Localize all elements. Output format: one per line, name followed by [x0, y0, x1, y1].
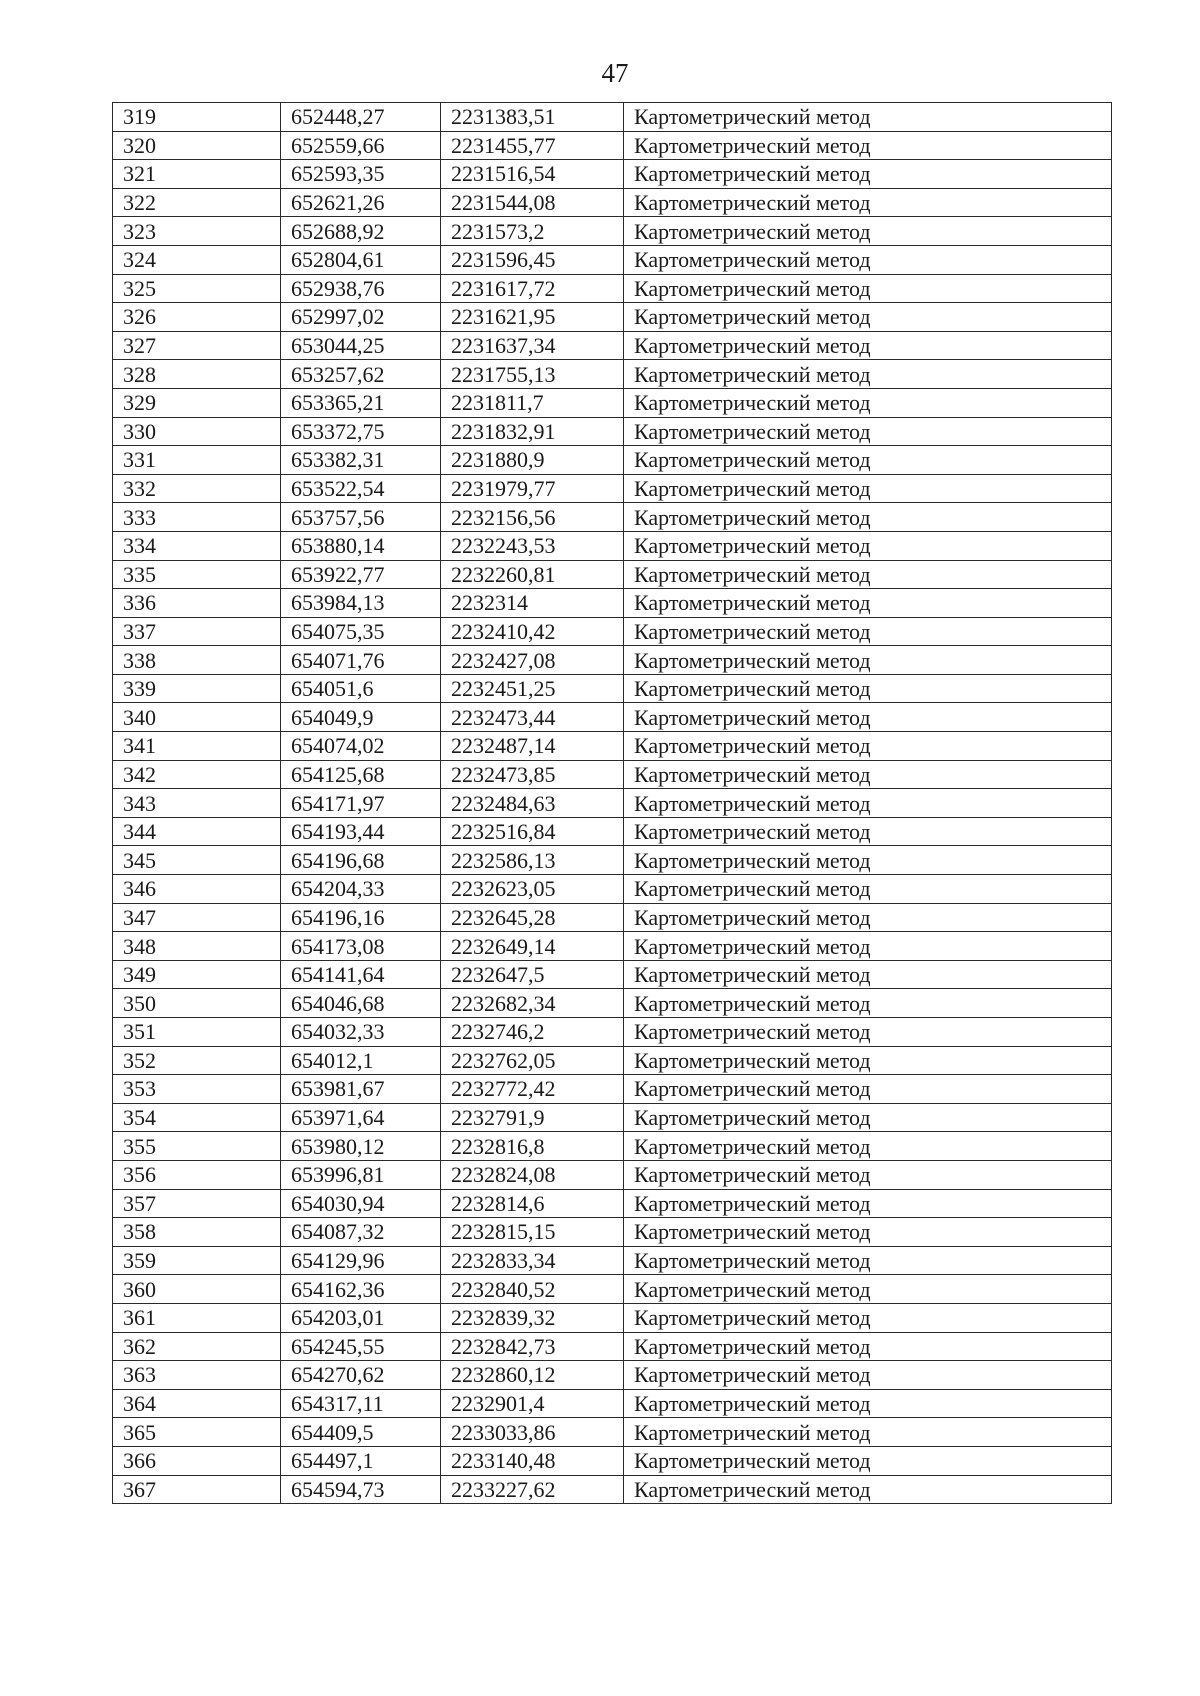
method-cell: Картометрический метод — [624, 446, 1112, 475]
x-coordinate-cell: 654193,44 — [281, 817, 441, 846]
method-cell: Картометрический метод — [624, 131, 1112, 160]
table-row — [113, 160, 1112, 189]
y-coordinate-cell: 2231755,13 — [441, 360, 624, 389]
table-row — [113, 960, 1112, 989]
method-cell: Картометрический метод — [624, 674, 1112, 703]
x-coordinate-cell: 652593,35 — [281, 160, 441, 189]
x-coordinate-cell: 654032,33 — [281, 1018, 441, 1047]
point-number-cell: 341 — [113, 732, 281, 761]
point-number-cell: 336 — [113, 589, 281, 618]
method-cell: Картометрический метод — [624, 589, 1112, 618]
point-number-cell: 354 — [113, 1103, 281, 1132]
method-cell: Картометрический метод — [624, 1275, 1112, 1304]
point-number-cell: 366 — [113, 1446, 281, 1475]
table-row — [113, 1475, 1112, 1504]
point-number-cell: 332 — [113, 474, 281, 503]
y-coordinate-cell: 2232473,85 — [441, 760, 624, 789]
method-cell: Картометрический метод — [624, 1332, 1112, 1361]
point-number-cell: 323 — [113, 217, 281, 246]
table-row — [113, 303, 1112, 332]
table-row — [113, 903, 1112, 932]
y-coordinate-cell: 2231596,45 — [441, 245, 624, 274]
y-coordinate-cell: 2232791,9 — [441, 1103, 624, 1132]
method-cell: Картометрический метод — [624, 703, 1112, 732]
point-number-cell: 348 — [113, 932, 281, 961]
method-cell: Картометрический метод — [624, 932, 1112, 961]
y-coordinate-cell: 2232840,52 — [441, 1275, 624, 1304]
table-row — [113, 589, 1112, 618]
y-coordinate-cell: 2232824,08 — [441, 1160, 624, 1189]
x-coordinate-cell: 654270,62 — [281, 1361, 441, 1390]
point-number-cell: 367 — [113, 1475, 281, 1504]
x-coordinate-cell: 654594,73 — [281, 1475, 441, 1504]
method-cell: Картометрический метод — [624, 303, 1112, 332]
point-number-cell: 340 — [113, 703, 281, 732]
table-row — [113, 789, 1112, 818]
x-coordinate-cell: 654162,36 — [281, 1275, 441, 1304]
x-coordinate-cell: 654129,96 — [281, 1246, 441, 1275]
point-number-cell: 346 — [113, 875, 281, 904]
method-cell: Картометрический метод — [624, 531, 1112, 560]
x-coordinate-cell: 653984,13 — [281, 589, 441, 618]
x-coordinate-cell: 654125,68 — [281, 760, 441, 789]
method-cell: Картометрический метод — [624, 646, 1112, 675]
table-row — [113, 1275, 1112, 1304]
table-row — [113, 217, 1112, 246]
y-coordinate-cell: 2232260,81 — [441, 560, 624, 589]
table-row — [113, 1389, 1112, 1418]
y-coordinate-cell: 2233140,48 — [441, 1446, 624, 1475]
method-cell: Картометрический метод — [624, 989, 1112, 1018]
table-row — [113, 674, 1112, 703]
point-number-cell: 330 — [113, 417, 281, 446]
y-coordinate-cell: 2232839,32 — [441, 1303, 624, 1332]
point-number-cell: 334 — [113, 531, 281, 560]
y-coordinate-cell: 2232647,5 — [441, 960, 624, 989]
point-number-cell: 325 — [113, 274, 281, 303]
point-number-cell: 355 — [113, 1132, 281, 1161]
point-number-cell: 351 — [113, 1018, 281, 1047]
y-coordinate-cell: 2231383,51 — [441, 103, 624, 132]
method-cell: Картометрический метод — [624, 503, 1112, 532]
table-row — [113, 1103, 1112, 1132]
y-coordinate-cell: 2232586,13 — [441, 846, 624, 875]
table-row — [113, 503, 1112, 532]
table-row — [113, 1446, 1112, 1475]
point-number-cell: 324 — [113, 245, 281, 274]
x-coordinate-cell: 653971,64 — [281, 1103, 441, 1132]
y-coordinate-cell: 2231516,54 — [441, 160, 624, 189]
x-coordinate-cell: 654173,08 — [281, 932, 441, 961]
x-coordinate-cell: 654030,94 — [281, 1189, 441, 1218]
method-cell: Картометрический метод — [624, 1018, 1112, 1047]
table-row — [113, 1160, 1112, 1189]
x-coordinate-cell: 654051,6 — [281, 674, 441, 703]
table-row — [113, 1132, 1112, 1161]
table-row — [113, 1332, 1112, 1361]
x-coordinate-cell: 652997,02 — [281, 303, 441, 332]
point-number-cell: 333 — [113, 503, 281, 532]
method-cell: Картометрический метод — [624, 1303, 1112, 1332]
table-row — [113, 989, 1112, 1018]
x-coordinate-cell: 654071,76 — [281, 646, 441, 675]
x-coordinate-cell: 653880,14 — [281, 531, 441, 560]
x-coordinate-cell: 654012,1 — [281, 1046, 441, 1075]
y-coordinate-cell: 2231617,72 — [441, 274, 624, 303]
method-cell: Картометрический метод — [624, 1446, 1112, 1475]
point-number-cell: 329 — [113, 388, 281, 417]
page-number: 47 — [601, 58, 629, 88]
method-cell: Картометрический метод — [624, 360, 1112, 389]
y-coordinate-cell: 2232746,2 — [441, 1018, 624, 1047]
method-cell: Картометрический метод — [624, 388, 1112, 417]
x-coordinate-cell: 654049,9 — [281, 703, 441, 732]
x-coordinate-cell: 652559,66 — [281, 131, 441, 160]
x-coordinate-cell: 653981,67 — [281, 1075, 441, 1104]
y-coordinate-cell: 2232814,6 — [441, 1189, 624, 1218]
table-row — [113, 1218, 1112, 1247]
x-coordinate-cell: 653757,56 — [281, 503, 441, 532]
table-row — [113, 875, 1112, 904]
x-coordinate-cell: 654171,97 — [281, 789, 441, 818]
point-number-cell: 342 — [113, 760, 281, 789]
table-row — [113, 932, 1112, 961]
point-number-cell: 365 — [113, 1418, 281, 1447]
x-coordinate-cell: 654196,16 — [281, 903, 441, 932]
table-row — [113, 131, 1112, 160]
point-number-cell: 321 — [113, 160, 281, 189]
x-coordinate-cell: 654245,55 — [281, 1332, 441, 1361]
x-coordinate-cell: 654409,5 — [281, 1418, 441, 1447]
method-cell: Картометрический метод — [624, 1046, 1112, 1075]
y-coordinate-cell: 2232816,8 — [441, 1132, 624, 1161]
y-coordinate-cell: 2231880,9 — [441, 446, 624, 475]
table-row — [113, 1246, 1112, 1275]
y-coordinate-cell: 2231455,77 — [441, 131, 624, 160]
table-row — [113, 274, 1112, 303]
x-coordinate-cell: 652804,61 — [281, 245, 441, 274]
y-coordinate-cell: 2232243,53 — [441, 531, 624, 560]
x-coordinate-cell: 653996,81 — [281, 1160, 441, 1189]
x-coordinate-cell: 654087,32 — [281, 1218, 441, 1247]
table-row — [113, 1418, 1112, 1447]
method-cell: Картометрический метод — [624, 160, 1112, 189]
method-cell: Картометрический метод — [624, 417, 1112, 446]
method-cell: Картометрический метод — [624, 903, 1112, 932]
table-row — [113, 474, 1112, 503]
y-coordinate-cell: 2232156,56 — [441, 503, 624, 532]
y-coordinate-cell: 2232487,14 — [441, 732, 624, 761]
table-row — [113, 1018, 1112, 1047]
y-coordinate-cell: 2232484,63 — [441, 789, 624, 818]
method-cell: Картометрический метод — [624, 1246, 1112, 1275]
point-number-cell: 331 — [113, 446, 281, 475]
method-cell: Картометрический метод — [624, 1189, 1112, 1218]
point-number-cell: 350 — [113, 989, 281, 1018]
table-row — [113, 103, 1112, 132]
method-cell: Картометрический метод — [624, 188, 1112, 217]
table-row — [113, 188, 1112, 217]
x-coordinate-cell: 653044,25 — [281, 331, 441, 360]
x-coordinate-cell: 653922,77 — [281, 560, 441, 589]
x-coordinate-cell: 654497,1 — [281, 1446, 441, 1475]
point-number-cell: 337 — [113, 617, 281, 646]
y-coordinate-cell: 2232645,28 — [441, 903, 624, 932]
point-number-cell: 320 — [113, 131, 281, 160]
method-cell: Картометрический метод — [624, 331, 1112, 360]
x-coordinate-cell: 652448,27 — [281, 103, 441, 132]
method-cell: Картометрический метод — [624, 846, 1112, 875]
y-coordinate-cell: 2232623,05 — [441, 875, 624, 904]
method-cell: Картометрический метод — [624, 817, 1112, 846]
y-coordinate-cell: 2231637,34 — [441, 331, 624, 360]
point-number-cell: 359 — [113, 1246, 281, 1275]
x-coordinate-cell: 653365,21 — [281, 388, 441, 417]
x-coordinate-cell: 653257,62 — [281, 360, 441, 389]
method-cell: Картометрический метод — [624, 875, 1112, 904]
x-coordinate-cell: 654196,68 — [281, 846, 441, 875]
table-row — [113, 388, 1112, 417]
method-cell: Картометрический метод — [624, 1418, 1112, 1447]
point-number-cell: 344 — [113, 817, 281, 846]
point-number-cell: 357 — [113, 1189, 281, 1218]
point-number-cell: 361 — [113, 1303, 281, 1332]
table-row — [113, 245, 1112, 274]
table-row — [113, 732, 1112, 761]
table-row — [113, 1361, 1112, 1390]
table-row — [113, 646, 1112, 675]
x-coordinate-cell: 654046,68 — [281, 989, 441, 1018]
point-number-cell: 360 — [113, 1275, 281, 1304]
y-coordinate-cell: 2231811,7 — [441, 388, 624, 417]
table-row — [113, 760, 1112, 789]
method-cell: Картометрический метод — [624, 1475, 1112, 1504]
point-number-cell: 364 — [113, 1389, 281, 1418]
y-coordinate-cell: 2233227,62 — [441, 1475, 624, 1504]
method-cell: Картометрический метод — [624, 1132, 1112, 1161]
y-coordinate-cell: 2233033,86 — [441, 1418, 624, 1447]
point-number-cell: 327 — [113, 331, 281, 360]
x-coordinate-cell: 653382,31 — [281, 446, 441, 475]
point-number-cell: 338 — [113, 646, 281, 675]
x-coordinate-cell: 654075,35 — [281, 617, 441, 646]
x-coordinate-cell: 652938,76 — [281, 274, 441, 303]
table-row — [113, 331, 1112, 360]
table-row — [113, 560, 1112, 589]
point-number-cell: 349 — [113, 960, 281, 989]
table-row — [113, 617, 1112, 646]
y-coordinate-cell: 2232410,42 — [441, 617, 624, 646]
y-coordinate-cell: 2232772,42 — [441, 1075, 624, 1104]
x-coordinate-cell: 653980,12 — [281, 1132, 441, 1161]
y-coordinate-cell: 2232427,08 — [441, 646, 624, 675]
x-coordinate-cell: 654203,01 — [281, 1303, 441, 1332]
x-coordinate-cell: 653522,54 — [281, 474, 441, 503]
y-coordinate-cell: 2232762,05 — [441, 1046, 624, 1075]
table-row — [113, 846, 1112, 875]
x-coordinate-cell: 654204,33 — [281, 875, 441, 904]
method-cell: Картометрический метод — [624, 217, 1112, 246]
y-coordinate-cell: 2232815,15 — [441, 1218, 624, 1247]
method-cell: Картометрический метод — [624, 1389, 1112, 1418]
x-coordinate-cell: 653372,75 — [281, 417, 441, 446]
point-number-cell: 358 — [113, 1218, 281, 1247]
table-row — [113, 531, 1112, 560]
method-cell: Картометрический метод — [624, 617, 1112, 646]
y-coordinate-cell: 2231544,08 — [441, 188, 624, 217]
y-coordinate-cell: 2232833,34 — [441, 1246, 624, 1275]
point-number-cell: 326 — [113, 303, 281, 332]
table-row — [113, 1046, 1112, 1075]
y-coordinate-cell: 2232842,73 — [441, 1332, 624, 1361]
method-cell: Картометрический метод — [624, 732, 1112, 761]
method-cell: Картометрический метод — [624, 960, 1112, 989]
method-cell: Картометрический метод — [624, 245, 1112, 274]
method-cell: Картометрический метод — [624, 274, 1112, 303]
point-number-cell: 356 — [113, 1160, 281, 1189]
point-number-cell: 319 — [113, 103, 281, 132]
point-number-cell: 347 — [113, 903, 281, 932]
x-coordinate-cell: 654074,02 — [281, 732, 441, 761]
point-number-cell: 363 — [113, 1361, 281, 1390]
method-cell: Картометрический метод — [624, 789, 1112, 818]
method-cell: Картометрический метод — [624, 474, 1112, 503]
table-row — [113, 1075, 1112, 1104]
point-number-cell: 322 — [113, 188, 281, 217]
point-number-cell: 343 — [113, 789, 281, 818]
y-coordinate-cell: 2231573,2 — [441, 217, 624, 246]
y-coordinate-cell: 2232451,25 — [441, 674, 624, 703]
method-cell: Картометрический метод — [624, 1160, 1112, 1189]
x-coordinate-cell: 654141,64 — [281, 960, 441, 989]
x-coordinate-cell: 654317,11 — [281, 1389, 441, 1418]
method-cell: Картометрический метод — [624, 760, 1112, 789]
method-cell: Картометрический метод — [624, 1218, 1112, 1247]
y-coordinate-cell: 2231621,95 — [441, 303, 624, 332]
method-cell: Картометрический метод — [624, 1361, 1112, 1390]
table-row — [113, 817, 1112, 846]
x-coordinate-cell: 652688,92 — [281, 217, 441, 246]
table-row — [113, 446, 1112, 475]
y-coordinate-cell: 2232649,14 — [441, 932, 624, 961]
point-number-cell: 328 — [113, 360, 281, 389]
x-coordinate-cell: 652621,26 — [281, 188, 441, 217]
point-number-cell: 362 — [113, 1332, 281, 1361]
table-row — [113, 703, 1112, 732]
table-row — [113, 1189, 1112, 1218]
method-cell: Картометрический метод — [624, 1103, 1112, 1132]
point-number-cell: 353 — [113, 1075, 281, 1104]
point-number-cell: 339 — [113, 674, 281, 703]
y-coordinate-cell: 2232314 — [441, 589, 624, 618]
coordinates-table-body — [113, 103, 1112, 1504]
method-cell: Картометрический метод — [624, 560, 1112, 589]
point-number-cell: 335 — [113, 560, 281, 589]
method-cell: Картометрический метод — [624, 103, 1112, 132]
table-row — [113, 360, 1112, 389]
y-coordinate-cell: 2231832,91 — [441, 417, 624, 446]
y-coordinate-cell: 2232901,4 — [441, 1389, 624, 1418]
point-number-cell: 345 — [113, 846, 281, 875]
point-number-cell: 352 — [113, 1046, 281, 1075]
y-coordinate-cell: 2232473,44 — [441, 703, 624, 732]
table-row — [113, 417, 1112, 446]
method-cell: Картометрический метод — [624, 1075, 1112, 1104]
y-coordinate-cell: 2232516,84 — [441, 817, 624, 846]
y-coordinate-cell: 2231979,77 — [441, 474, 624, 503]
y-coordinate-cell: 2232860,12 — [441, 1361, 624, 1390]
y-coordinate-cell: 2232682,34 — [441, 989, 624, 1018]
coordinates-table — [112, 102, 1112, 1504]
table-row — [113, 1303, 1112, 1332]
